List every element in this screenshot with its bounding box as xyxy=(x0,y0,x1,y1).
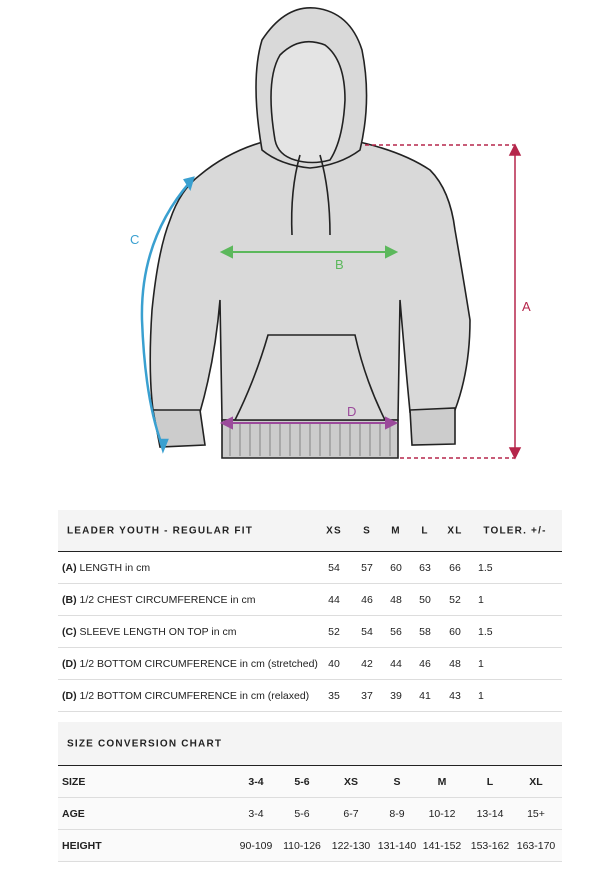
value-cell: 3-4 xyxy=(248,807,264,820)
label-b: B xyxy=(335,257,344,272)
value-cell: 5-6 xyxy=(294,775,310,788)
value-cell: 43 xyxy=(449,689,461,702)
value-cell: 54 xyxy=(328,561,340,574)
value-cell: 52 xyxy=(328,625,340,638)
row-label: (D) 1/2 BOTTOM CIRCUMFERENCE in cm (relaxed) xyxy=(62,689,310,702)
table-header xyxy=(58,722,562,766)
value-cell: 46 xyxy=(361,593,373,606)
value-cell: 15+ xyxy=(527,807,545,820)
tolerance-cell: 1 xyxy=(478,689,484,702)
value-cell: 50 xyxy=(419,593,431,606)
row-label: AGE xyxy=(62,807,85,820)
size-header: XL xyxy=(447,525,463,536)
value-cell: 141-152 xyxy=(422,839,462,852)
size-header: M xyxy=(391,525,401,536)
value-cell: 122-130 xyxy=(331,839,371,852)
size-header: XS xyxy=(326,525,342,536)
measurements-table xyxy=(58,510,562,712)
label-d: D xyxy=(347,404,357,419)
table-row xyxy=(58,648,562,680)
hoodie-illustration xyxy=(150,8,470,458)
value-cell: 3-4 xyxy=(248,775,264,788)
conversion-table xyxy=(58,722,562,862)
value-cell: 58 xyxy=(419,625,431,638)
row-label: (D) 1/2 BOTTOM CIRCUMFERENCE in cm (stretched) xyxy=(62,657,318,670)
value-cell: 48 xyxy=(390,593,402,606)
value-cell: 56 xyxy=(390,625,402,638)
table-row xyxy=(58,584,562,616)
table-row xyxy=(58,680,562,712)
value-cell: S xyxy=(393,775,401,788)
value-cell: 44 xyxy=(328,593,340,606)
row-label: SIZE xyxy=(62,775,86,788)
value-cell: 90-109 xyxy=(239,839,273,852)
value-cell: 63 xyxy=(419,561,431,574)
value-cell: 52 xyxy=(449,593,461,606)
row-label: (B) 1/2 CHEST CIRCUMFERENCE in cm xyxy=(62,593,256,606)
value-cell: 153-162 xyxy=(470,839,510,852)
value-cell: 60 xyxy=(449,625,461,638)
value-cell: 44 xyxy=(390,657,402,670)
table-header xyxy=(58,510,562,552)
value-cell: 5-6 xyxy=(294,807,310,820)
table-title: LEADER YOUTH - REGULAR FIT xyxy=(67,525,254,536)
value-cell: 110-126 xyxy=(283,839,321,852)
value-cell: 54 xyxy=(361,625,373,638)
row-label: (C) SLEEVE LENGTH ON TOP in cm xyxy=(62,625,237,638)
value-cell: 66 xyxy=(449,561,461,574)
row-label: (A) LENGTH in cm xyxy=(62,561,151,574)
row-label: HEIGHT xyxy=(62,839,102,852)
table-row xyxy=(58,766,562,798)
table-row xyxy=(58,552,562,584)
size-header: L xyxy=(421,525,429,536)
value-cell: 35 xyxy=(328,689,340,702)
value-cell: 60 xyxy=(390,561,402,574)
value-cell: 46 xyxy=(419,657,431,670)
value-cell: XL xyxy=(529,775,543,788)
size-header: S xyxy=(363,525,371,536)
value-cell: 40 xyxy=(328,657,340,670)
table-row xyxy=(58,616,562,648)
tolerance-cell: 1.5 xyxy=(478,561,493,574)
value-cell: 6-7 xyxy=(343,807,359,820)
value-cell: 48 xyxy=(449,657,461,670)
value-cell: 41 xyxy=(419,689,431,702)
value-cell: 8-9 xyxy=(389,807,405,820)
table-row xyxy=(58,830,562,862)
value-cell: 10-12 xyxy=(428,807,456,820)
value-cell: 131-140 xyxy=(377,839,417,852)
value-cell: 57 xyxy=(361,561,373,574)
table-row xyxy=(58,798,562,830)
tolerance-cell: 1 xyxy=(478,657,484,670)
value-cell: 163-170 xyxy=(516,839,556,852)
table-title: SIZE CONVERSION CHART xyxy=(67,738,223,749)
value-cell: 37 xyxy=(361,689,373,702)
label-c: C xyxy=(130,232,140,247)
tolerance-header: TOLER. +/- xyxy=(483,525,547,536)
value-cell: L xyxy=(486,775,494,788)
tolerance-cell: 1.5 xyxy=(478,625,493,638)
label-a: A xyxy=(522,299,531,314)
value-cell: 42 xyxy=(361,657,373,670)
value-cell: M xyxy=(437,775,447,788)
tolerance-cell: 1 xyxy=(478,593,484,606)
value-cell: 13-14 xyxy=(476,807,504,820)
value-cell: XS xyxy=(343,775,359,788)
value-cell: 39 xyxy=(390,689,402,702)
